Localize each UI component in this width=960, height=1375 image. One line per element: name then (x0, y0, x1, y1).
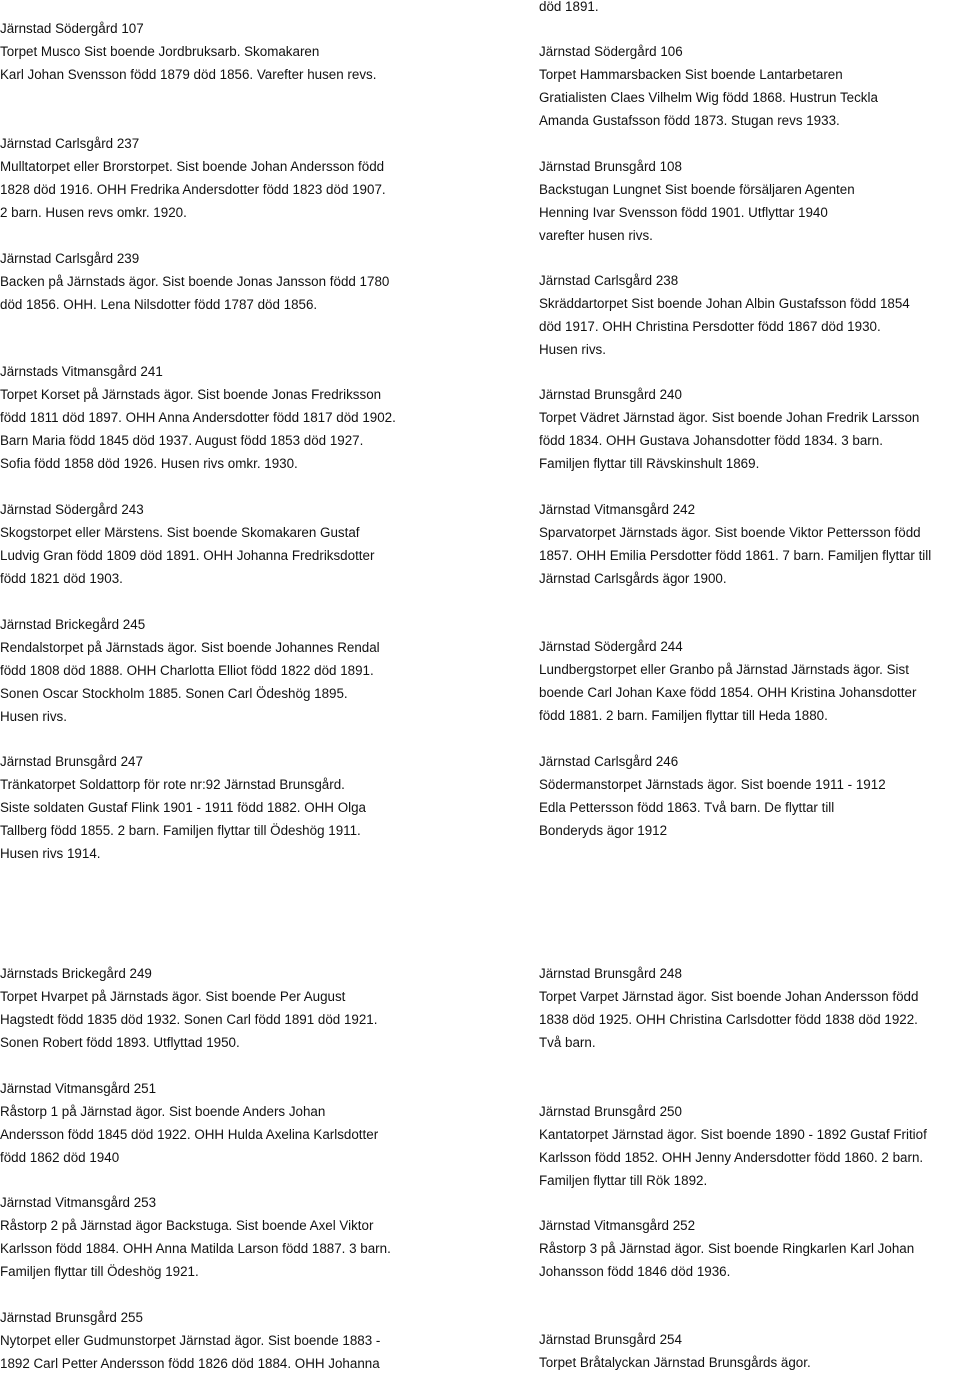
torp-entry (539, 498, 931, 590)
entry-text-line: Husen rivs. (0, 709, 67, 724)
entry-text-line: Lundbergstorpet eller Granbo på Järnstad Järnstads ägor. Sist (539, 662, 909, 677)
entry-text-line: varefter husen rivs. (539, 228, 653, 243)
entry-text-line: Torpet Korset på Järnstads ägor. Sist boende Jonas Fredriksson (0, 387, 382, 402)
entry-text-line: 1857. OHH Emilia Persdotter född 1861. 7 barn. Familjen flyttar till (539, 548, 932, 563)
entry-text-line: Gratialisten Claes Vilhelm Wig född 1868. Hustrun Teckla (539, 90, 878, 105)
torp-entry (0, 962, 377, 1054)
torp-entry (0, 132, 386, 224)
entry-text-line: Sonen Oscar Stockholm 1885. Sonen Carl Ödeshög 1895. (0, 686, 348, 701)
entry-text-line: Ludvig Gran född 1809 död 1891. OHH Johanna Fredriksdotter (0, 548, 375, 563)
entry-text-line: Torpet Musco Sist boende Jordbruksarb. Skomakaren (0, 44, 320, 59)
entry-text-line: Nytorpet eller Gudmunstorpet Järnstad ägor. Sist boende 1883 - (0, 1333, 381, 1348)
torp-entry (0, 750, 366, 865)
entry-text-line: Sonen Robert född 1893. Utflyttad 1950. (0, 1035, 240, 1050)
torp-entry (0, 1077, 378, 1169)
entry-text-line: Henning Ivar Svensson född 1901. Utflyttar 1940 (539, 205, 828, 220)
entry-heading: Järnstad Södergård 244 (539, 639, 683, 654)
entry-text-line: Torpet Hvarpet på Järnstads ägor. Sist boende Per August (0, 989, 346, 1004)
entry-text-line: Råstorp 2 på Järnstad ägor Backstuga. Sist boende Axel Viktor (0, 1218, 374, 1233)
entry-text-line: Hagstedt född 1835 död 1932. Sonen Carl född 1891 död 1921. (0, 1012, 378, 1027)
entry-text-line: död 1917. OHH Christina Persdotter född 1867 död 1930. (539, 319, 881, 334)
torp-entry (539, 0, 599, 18)
torp-entry (539, 635, 916, 727)
entry-text-line: född 1811 död 1897. OHH Anna Andersdotter född 1817 död 1902. (0, 410, 396, 425)
torp-entry (539, 1328, 811, 1374)
torp-entry (539, 750, 886, 842)
entry-text-line: Råstorp 1 på Järnstad ägor. Sist boende Anders Johan (0, 1104, 326, 1119)
entry-heading: Järnstads Brickegård 249 (0, 966, 152, 981)
entry-text-line: Rendalstorpet på Järnstads ägor. Sist boende Johannes Rendal (0, 640, 380, 655)
entry-heading: Järnstad Vitmansgård 252 (539, 1218, 696, 1233)
torp-entry (0, 360, 396, 475)
entry-text-line: Familjen flyttar till Rävskinshult 1869. (539, 456, 760, 471)
entry-text-line: Amanda Gustafsson född 1873. Stugan revs 1933. (539, 113, 840, 128)
entry-text-line: Siste soldaten Gustaf Flink 1901 - 1911 född 1882. OHH Olga (0, 800, 366, 815)
entry-text-line: Backen på Järnstads ägor. Sist boende Jonas Jansson född 1780 (0, 274, 390, 289)
entry-heading: Järnstad Carlsgård 239 (0, 251, 140, 266)
entry-text-line: Torpet Vädret Järnstad ägor. Sist boende Johan Fredrik Larsson (539, 410, 920, 425)
torp-entry (539, 155, 855, 247)
entry-text-line: Sofia född 1858 död 1926. Husen rivs omkr. 1930. (0, 456, 298, 471)
entry-text-line: Andersson född 1845 död 1922. OHH Hulda Axelina Karlsdotter (0, 1127, 379, 1142)
entry-text-line: född 1862 död 1940 (0, 1150, 120, 1165)
entry-text-line: Torpet Hammarsbacken Sist boende Lantarbetaren (539, 67, 843, 82)
entry-text-line: Skogstorpet eller Märstens. Sist boende Skomakaren Gustaf (0, 525, 360, 540)
entry-text-line: Järnstad Carlsgårds ägor 1900. (539, 571, 727, 586)
entry-heading: död 1891. (539, 0, 599, 14)
entry-text-line: Karlsson född 1852. OHH Jenny Andersdotter född 1860. 2 barn. (539, 1150, 924, 1165)
entry-text-line: Bonderyds ägor 1912 (539, 823, 668, 838)
entry-text-line: Barn Maria född 1845 död 1937. August född 1853 död 1927. (0, 433, 364, 448)
entry-heading: Järnstad Carlsgård 238 (539, 273, 679, 288)
entry-text-line: Mulltatorpet eller Brorstorpet. Sist boende Johan Andersson född (0, 159, 385, 174)
torp-entry (0, 17, 376, 86)
entry-text-line: 1838 död 1925. OHH Christina Carlsdotter född 1838 död 1922. (539, 1012, 918, 1027)
entry-text-line: boende Carl Johan Kaxe född 1854. OHH Kristina Johansdotter (539, 685, 917, 700)
entry-heading: Järnstad Vitmansgård 242 (539, 502, 696, 517)
entry-text-line: 2 barn. Husen revs omkr. 1920. (0, 205, 187, 220)
entry-heading: Järnstad Brunsgård 108 (539, 159, 682, 174)
entry-text-line: Husen rivs. (539, 342, 606, 357)
entry-text-line: Tallberg född 1855. 2 barn. Familjen flyttar till Ödeshög 1911. (0, 823, 361, 838)
entry-heading: Järnstad Carlsgård 237 (0, 136, 140, 151)
entry-heading: Järnstad Brunsgård 240 (539, 387, 682, 402)
entry-text-line: Torpet Varpet Järnstad ägor. Sist boende Johan Andersson född (539, 989, 919, 1004)
entry-heading: Järnstad Brickegård 245 (0, 617, 146, 632)
entry-text-line: Kantatorpet Järnstad ägor. Sist boende 1890 - 1892 Gustaf Fritiof (539, 1127, 927, 1142)
entry-heading: Järnstad Brunsgård 254 (539, 1332, 682, 1347)
entry-text-line: född 1881. 2 barn. Familjen flyttar till Heda 1880. (539, 708, 828, 723)
torp-entry (0, 613, 380, 728)
entry-text-line: Familjen flyttar till Rök 1892. (539, 1173, 708, 1188)
entry-heading: Järnstad Brunsgård 247 (0, 754, 143, 769)
torp-entry (0, 1191, 391, 1283)
entry-text-line: död 1856. OHH. Lena Nilsdotter född 1787 död 1856. (0, 297, 318, 312)
entry-text-line: Två barn. (539, 1035, 596, 1050)
entry-heading: Järnstad Vitmansgård 253 (0, 1195, 157, 1210)
entry-heading: Järnstad Brunsgård 250 (539, 1104, 682, 1119)
entry-text-line: Sparvatorpet Järnstads ägor. Sist boende Viktor Pettersson född (539, 525, 921, 540)
entry-text-line: Södermanstorpet Järnstads ägor. Sist boende 1911 - 1912 (539, 777, 886, 792)
entry-heading: Järnstad Brunsgård 255 (0, 1310, 143, 1325)
torp-entry (0, 1306, 380, 1375)
entry-text-line: Råstorp 3 på Järnstad ägor. Sist boende Ringkarlen Karl Johan (539, 1241, 915, 1256)
torp-entry (0, 247, 389, 316)
entry-heading: Järnstad Södergård 106 (539, 44, 683, 59)
entry-text-line: Backstugan Lungnet Sist boende försäljaren Agenten (539, 182, 855, 197)
torp-entry (539, 1214, 914, 1283)
entry-heading: Järnstad Södergård 107 (0, 21, 144, 36)
entry-text-line: 1828 död 1916. OHH Fredrika Andersdotter född 1823 död 1907. (0, 182, 386, 197)
torp-entry (539, 40, 878, 132)
entry-heading: Järnstad Carlsgård 246 (539, 754, 679, 769)
entry-text-line: Karl Johan Svensson född 1879 död 1856. Varefter husen revs. (0, 67, 377, 82)
entry-heading: Järnstad Brunsgård 248 (539, 966, 682, 981)
torp-entry (539, 962, 918, 1054)
entry-text-line: född 1808 död 1888. OHH Charlotta Elliot född 1822 död 1891. (0, 663, 374, 678)
entry-text-line: född 1834. OHH Gustava Johansdotter född 1834. 3 barn. (539, 433, 883, 448)
torp-entry (539, 1100, 927, 1192)
entry-text-line: Tränkatorpet Soldattorp för rote nr:92 Järnstad Brunsgård. (0, 777, 345, 792)
entry-text-line: Familjen flyttar till Ödeshög 1921. (0, 1264, 199, 1279)
torp-entry (539, 383, 919, 475)
entry-heading: Järnstad Vitmansgård 251 (0, 1081, 157, 1096)
entry-heading: Järnstads Vitmansgård 241 (0, 364, 163, 379)
entry-text-line: 1892 Carl Petter Andersson född 1826 död 1884. OHH Johanna (0, 1356, 380, 1371)
entry-text-line: Edla Pettersson född 1863. Två barn. De flyttar till (539, 800, 835, 815)
entry-text-line: Skräddartorpet Sist boende Johan Albin Gustafsson född 1854 (539, 296, 910, 311)
torp-entry (0, 498, 374, 590)
entry-text-line: Karlsson född 1884. OHH Anna Matilda Larson född 1887. 3 barn. (0, 1241, 391, 1256)
entry-text-line: Torpet Bråtalyckan Järnstad Brunsgårds ägor. (539, 1355, 811, 1370)
entry-text-line: Johansson född 1846 död 1936. (539, 1264, 731, 1279)
entry-text-line: född 1821 död 1903. (0, 571, 123, 586)
entry-heading: Järnstad Södergård 243 (0, 502, 144, 517)
entry-text-line: Husen rivs 1914. (0, 846, 101, 861)
torp-entry (539, 269, 910, 361)
